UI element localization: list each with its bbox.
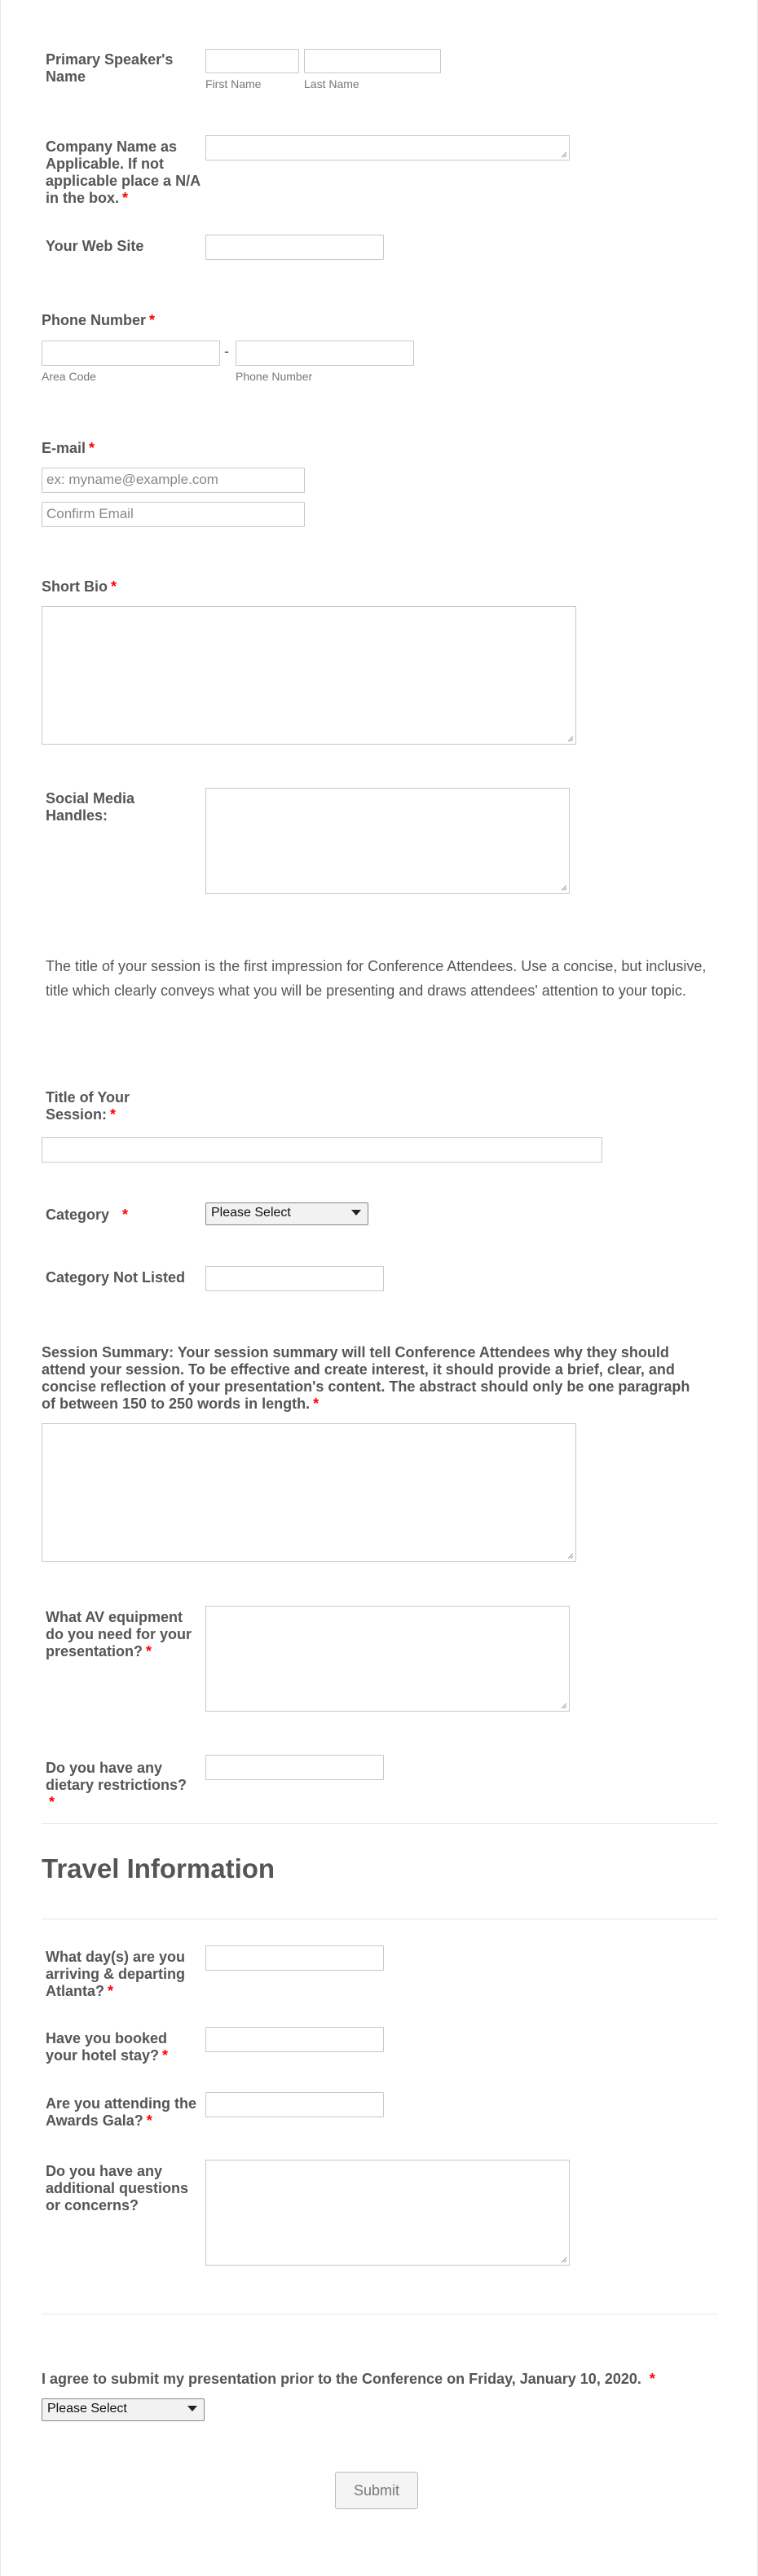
resize-grip-icon[interactable] xyxy=(559,150,567,158)
required-marker: * xyxy=(146,1643,152,1659)
website-input[interactable] xyxy=(205,235,384,260)
phone-number-sublabel: Phone Number xyxy=(236,370,313,383)
agreement-label-text: I agree to submit my presentation prior to the Conference on Friday, January 10, 2020. xyxy=(42,2371,641,2387)
email-label-text: E-mail xyxy=(42,440,86,456)
category-label-text: Category xyxy=(46,1207,110,1223)
dietary-label-text: Do you have any dietary restrictions? xyxy=(46,1760,187,1793)
session-title-label-text: Title of Your Session: xyxy=(46,1089,130,1123)
required-marker: * xyxy=(649,2371,655,2387)
agreement-label xyxy=(42,2371,726,2388)
bio-label xyxy=(42,578,117,596)
resize-grip-icon[interactable] xyxy=(559,883,567,891)
last-name-sublabel: Last Name xyxy=(304,77,359,90)
av-textarea[interactable] xyxy=(205,1606,570,1712)
required-marker: * xyxy=(111,578,117,595)
session-intro-text: The title of your session is the first impression for Conference Attendees. Use a concise, but inclusive, title which clearly conveys what you will be presenting and draws attendees' attention to your topic. xyxy=(46,958,707,999)
questions-label-text: Do you have any additional questions or concerns? xyxy=(46,2163,189,2213)
travel-heading: Travel Information xyxy=(42,1853,275,1884)
confirm-email-input[interactable] xyxy=(42,502,305,527)
category-label xyxy=(46,1207,128,1224)
hotel-label-text: Have you booked your hotel stay? xyxy=(46,2030,168,2064)
social-label xyxy=(46,790,176,824)
arriving-label xyxy=(46,1949,201,2000)
gala-label-text: Are you attending the Awards Gala? xyxy=(46,2095,197,2129)
chevron-down-icon xyxy=(351,1210,361,1215)
required-marker: * xyxy=(313,1396,320,1412)
questions-label xyxy=(46,2163,201,2214)
session-title-label xyxy=(46,1089,192,1123)
required-marker: * xyxy=(122,1207,129,1223)
website-label xyxy=(46,238,201,255)
arriving-input[interactable] xyxy=(205,1945,384,1971)
website-label-text: Your Web Site xyxy=(46,238,144,254)
phone-label-text: Phone Number xyxy=(42,312,147,328)
category-select[interactable] xyxy=(205,1202,368,1225)
session-title-input[interactable] xyxy=(42,1137,602,1163)
speaker-name-label-text: Primary Speaker's Name xyxy=(46,51,174,85)
dietary-input[interactable] xyxy=(205,1755,384,1780)
required-marker: * xyxy=(110,1106,117,1123)
summary-label xyxy=(42,1344,706,1413)
phone-label xyxy=(42,312,155,329)
dietary-label xyxy=(46,1760,201,1811)
company-input[interactable] xyxy=(205,135,570,160)
category-select-value: Please Select xyxy=(211,1206,291,1220)
company-label-text: Company Name as Applicable. If not applicable place a N/A in the box. xyxy=(46,138,201,206)
required-marker: * xyxy=(89,440,95,456)
category-not-listed-label-text: Category Not Listed xyxy=(46,1269,186,1286)
summary-textarea[interactable] xyxy=(42,1423,576,1562)
required-marker: * xyxy=(108,1983,114,1999)
company-label xyxy=(46,138,201,207)
area-code-sublabel: Area Code xyxy=(42,370,96,383)
arriving-label-text: What day(s) are you arriving & departing Atlanta? xyxy=(46,1949,186,1999)
email-input[interactable] xyxy=(42,468,305,493)
resize-grip-icon[interactable] xyxy=(559,1701,567,1709)
category-not-listed-label xyxy=(46,1269,185,1286)
summary-label-text: Session Summary: Your session summary will tell Conference Attendees why they should attend your session. To be effective and create interest, it should provide a brief, clear, and concise reflection of your presentation's content. The abstract should only be one paragraph of between 150 to 250 words in length. xyxy=(42,1344,690,1412)
confirm-email-placeholder: Confirm Email xyxy=(46,506,134,521)
submit-button[interactable]: Submit xyxy=(335,2472,418,2509)
area-code-input[interactable] xyxy=(42,341,220,366)
first-name-input[interactable] xyxy=(205,49,299,73)
social-label-text: Social Media Handles: xyxy=(46,790,135,824)
phone-separator: - xyxy=(224,343,229,359)
required-marker: * xyxy=(146,2112,152,2129)
hotel-input[interactable] xyxy=(205,2027,384,2052)
gala-input[interactable] xyxy=(205,2092,384,2117)
last-name-input[interactable] xyxy=(304,49,441,73)
speaker-name-label xyxy=(46,51,184,86)
resize-grip-icon[interactable] xyxy=(566,734,574,742)
email-placeholder: ex: myname@example.com xyxy=(46,472,218,487)
social-textarea[interactable] xyxy=(205,788,570,894)
gala-label xyxy=(46,2095,205,2130)
resize-grip-icon[interactable] xyxy=(566,1551,574,1559)
required-marker: * xyxy=(162,2047,169,2064)
questions-textarea[interactable] xyxy=(205,2160,570,2266)
required-marker: * xyxy=(49,1794,55,1810)
required-marker: * xyxy=(149,312,156,328)
bio-label-text: Short Bio xyxy=(42,578,108,595)
email-label xyxy=(42,440,95,457)
bio-textarea[interactable] xyxy=(42,606,576,745)
category-not-listed-input[interactable] xyxy=(205,1266,384,1291)
phone-number-input[interactable] xyxy=(236,341,414,366)
resize-grip-icon[interactable] xyxy=(559,2255,567,2263)
agreement-select[interactable] xyxy=(42,2398,205,2421)
av-label-text: What AV equipment do you need for your presentation? xyxy=(46,1609,192,1659)
required-marker: * xyxy=(122,190,129,206)
hotel-label xyxy=(46,2030,201,2064)
av-label xyxy=(46,1609,201,1660)
section-divider xyxy=(42,1823,718,1824)
chevron-down-icon xyxy=(187,2406,197,2411)
first-name-sublabel: First Name xyxy=(205,77,262,90)
agreement-select-value: Please Select xyxy=(47,2402,127,2416)
